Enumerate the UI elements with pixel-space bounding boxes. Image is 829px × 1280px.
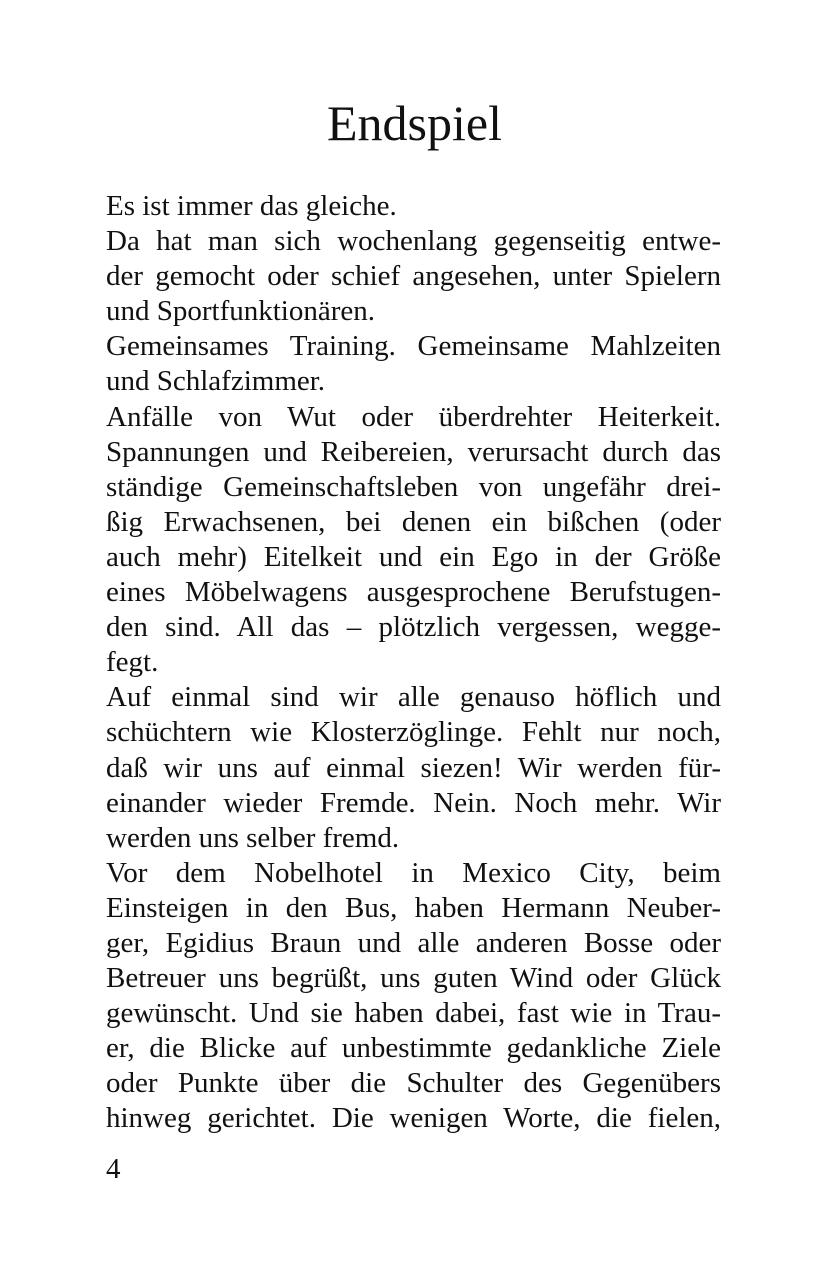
text-line: Einsteigen in den Bus, haben Hermann Neuber- [106,891,721,924]
text-line: Es ist immer das gleiche. [106,190,397,222]
page-number: 4 [106,1153,121,1185]
text-line: Auf einmal sind wir alle genauso höflich und [106,681,721,714]
text-line: Da hat man sich wochenlang gegenseitig entwe- [106,225,721,258]
text-line: ger, Egidius Braun und alle anderen Bosse oder [106,926,721,959]
text-line: fegt. [106,646,159,679]
text-line: und Sportfunktionären. [106,295,376,328]
text-line: Anfälle von Wut oder überdrehter Heiterkeit. [106,400,721,433]
body-text [106,189,721,1137]
text-line: gewünscht. Und sie haben dabei, fast wie in Trau- [106,997,721,1030]
text-line: werden uns selber fremd. [106,821,400,854]
text-line: und Schlafzimmer. [106,365,326,398]
text-line: schüchtern wie Klosterzöglinge. Fehlt nur noch, [106,716,721,749]
text-line: Gemeinsames Training. Gemeinsame Mahlzeiten [106,330,721,363]
text-line: eines Möbelwagens ausgesprochene Berufstugen- [106,576,721,609]
text-line: oder Punkte über die Schulter des Gegenübers [106,1067,721,1100]
text-line: den sind. All das – plötzlich vergessen, wegge- [106,611,721,644]
text-line: Vor dem Nobelhotel in Mexico City, beim [106,856,721,889]
text-line: Spannungen und Reibereien, verursacht durch das [106,435,721,468]
chapter-title: Endspiel [327,95,502,151]
text-line: er, die Blicke auf unbestimmte gedankliche Ziele [106,1032,721,1065]
text-line: daß wir uns auf einmal siezen! Wir werden für- [106,751,721,784]
text-line: Betreuer uns begrüßt, uns guten Wind oder Glück [106,962,721,995]
text-line: einander wieder Fremde. Nein. Noch mehr. Wir [106,786,721,819]
text-line: der gemocht oder schief angesehen, unter Spielern [106,260,721,293]
text-line: ständige Gemeinschaftsleben von ungefähr drei- [106,470,721,503]
text-line: auch mehr) Eitelkeit und ein Ego in der Größe [106,540,721,573]
text-line: hinweg gerichtet. Die wenigen Worte, die fielen, [106,1102,721,1135]
text-line: ßig Erwachsenen, bei denen ein bißchen (oder [106,505,721,538]
